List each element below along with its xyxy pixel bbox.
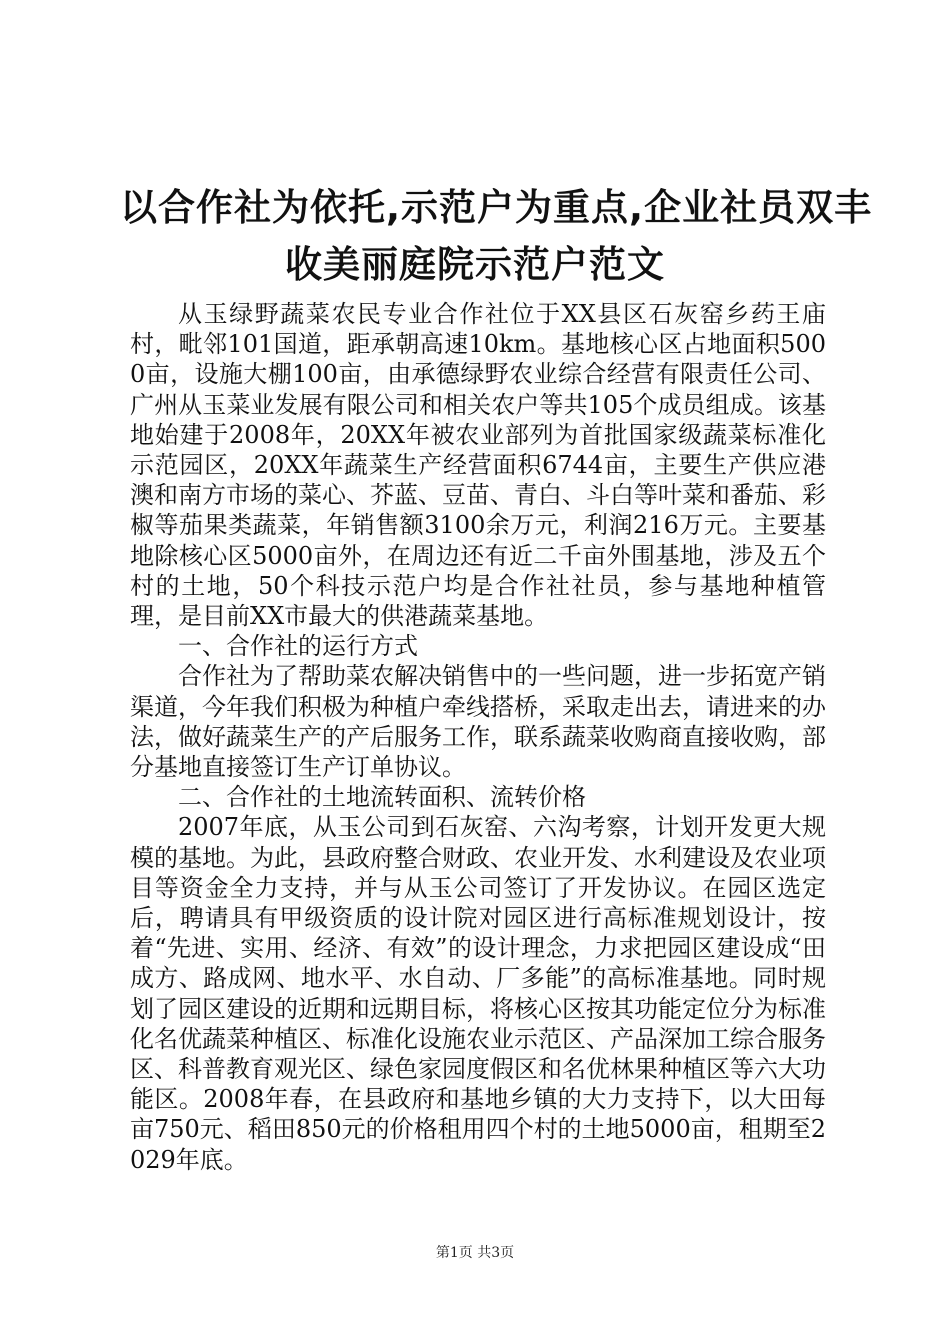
paragraph-intro: 从玉绿野蔬菜农民专业合作社位于XX县区石灰窑乡药王庙村，毗邻101国道，距承朝高速10km。基地核心区占地面积5000亩，设施大棚100亩，由承德绿野农业综合经营有限责任公司、广州从玉菜业发展有限公司和相关农户等共105个成员组成。该基地始建于2008年，20XX年被农业部列为首批国家级蔬菜标准化示范园区，20XX年蔬菜生产经营面积6744亩，主要生产供应港澳和南方市场的菜心、芥蓝、豆苗、青白、斗白等叶菜和番茄、彩椒等茄果类蔬菜，年销售额3100余万元，利润216万元。主要基地除核心区5000亩外，在周边还有近二千亩外围基地，涉及五个村的土地，50个科技示范户均是合作社社员，参与基地种植管理，是目前XX市最大的供港蔬菜基地。 bbox=[130, 300, 826, 631]
paragraph-operation: 合作社为了帮助菜农解决销售中的一些问题，进一步拓宽产销渠道，今年我们积极为种植户牵线搭桥，采取走出去，请进来的办法，做好蔬菜生产的产后服务工作，联系蔬菜收购商直接收购，部分基地直接签订生产订单协议。 bbox=[130, 662, 826, 782]
document-body bbox=[130, 299, 826, 1175]
paragraph-land-transfer: 2007年底，从玉公司到石灰窑、六沟考察，计划开发更大规模的基地。为此，县政府整合财政、农业开发、水利建设及农业项目等资金全力支持，并与从玉公司签订了开发协议。在园区选定后，聘请具有甲级资质的设计院对园区进行高标准规划设计，按着“先进、实用、经济、有效”的设计理念，力求把园区建设成“田成方、路成网、地水平、水自动、厂多能”的高标准基地。同时规划了园区建设的近期和远期目标，将核心区按其功能定位分为标准化名优蔬菜种植区、标准化设施农业示范区、产品深加工综合服务区、科普教育观光区、绿色家园度假区和名优林果种植区等六大功能区。2008年春，在县政府和基地乡镇的大力支持下，以大田每亩750元、稻田850元的价格租用四个村的土地5000亩，租期至2029年底。 bbox=[130, 813, 826, 1174]
document-title-line2: 收美丽庭院示范户范文 bbox=[285, 243, 665, 286]
page-footer: 第1页 共3页 bbox=[435, 1245, 515, 1261]
section-heading-1: 一、合作社的运行方式 bbox=[178, 632, 418, 661]
document-title-line1: 以合作社为依托,示范户为重点,企业社员双丰 bbox=[120, 186, 873, 229]
section-heading-2: 二、合作社的土地流转面积、流转价格 bbox=[178, 783, 586, 812]
